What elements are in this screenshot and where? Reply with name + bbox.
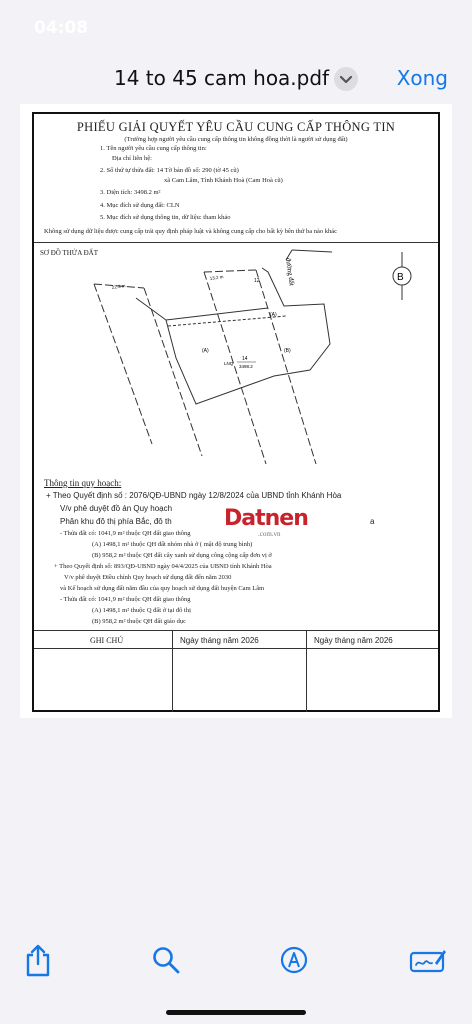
planning-b-1: (B) 958,2 m² thuộc QH đất cây xanh sử dụng công cộng cấp đơn vị ở <box>92 552 272 559</box>
info-area: 3. Diện tích: 3498.2 m² <box>100 189 161 196</box>
info-disclaimer: Không sử dụng dữ liệu được cung cấp trái quy định pháp luật và không cung cấp cho bất kỳ bên thứ ba nào khác <box>44 228 337 235</box>
planning-approval-1: V/v phê duyệt đồ án Quy hoạch <box>60 504 173 513</box>
footer-top-line <box>34 630 438 631</box>
map-north-label: B <box>397 272 404 283</box>
map-road-label: đường đất <box>284 257 296 287</box>
info-land-use: 4. Mục đích sử dụng đất: CLN <box>100 202 180 209</box>
document-subheading: (Trường hợp người yêu cầu cung cấp thông tin không đồng thời là người sử dụng đất) <box>124 136 348 143</box>
document-title[interactable]: 14 to 45 cam hoa.pdf <box>114 66 330 90</box>
map-parcel-number: 14 <box>242 356 248 362</box>
share-icon <box>23 943 53 977</box>
planning-b-2: (B) 958,2 m² thuộc QH đất giáo dục <box>92 618 187 625</box>
parcel-map <box>34 244 438 474</box>
nav-bar <box>0 52 472 104</box>
pdf-page[interactable] <box>20 104 452 718</box>
planning-zone-1: Phân khu đô thị phía Bắc, đô th <box>60 517 172 526</box>
signature-button[interactable] <box>408 940 448 980</box>
share-button[interactable] <box>18 940 58 980</box>
footer-date-2: Ngày tháng năm 2026 <box>314 636 393 645</box>
footer-note-label: GHI CHÚ <box>90 636 124 645</box>
watermark-logo: Datnen <box>224 506 308 531</box>
planning-plan-2: và Kế hoạch sử dụng đất năm đầu của quy hoạch sử dụng đất huyện Cam Lâm <box>60 585 265 592</box>
footer-col-divider-2 <box>306 630 307 712</box>
planning-approval-2: V/v phê duyệt Điều chỉnh Quy hoạch sử dụng đất đến năm 2030 <box>64 574 232 581</box>
document-heading: PHIẾU GIẢI QUYẾT YÊU CẦU CUNG CẤP THÔNG TIN <box>76 120 396 134</box>
divider <box>34 242 438 243</box>
markup-button[interactable] <box>274 940 314 980</box>
info-parcel: 2. Số thứ tự thửa đất: 14 Tờ bản đồ số: 290 (tờ 45 cũ) <box>100 167 239 174</box>
search-button[interactable] <box>146 940 186 980</box>
planning-decision-2: + Theo Quyết định số: 893/QĐ-UBND ngày 04/4/2025 của UBND tỉnh Khánh Hòa <box>54 563 272 570</box>
map-dim-2: 13.2 m <box>209 274 224 281</box>
chevron-down-icon <box>334 67 358 91</box>
info-requester: 1. Tên người yêu cầu cung cấp thông tin: <box>100 145 207 152</box>
map-parcel-area: 3498.2 <box>239 364 253 369</box>
done-button[interactable]: Xong <box>396 66 448 90</box>
document-form <box>32 112 440 712</box>
map-dim-3: 22.3 m <box>111 283 126 290</box>
watermark-domain: .com.vn <box>258 530 281 538</box>
map-section-label: SƠ ĐỒ THỬA ĐẤT <box>40 249 98 257</box>
info-address: Địa chỉ liên hệ: <box>112 155 152 162</box>
markup-pen-icon <box>279 945 309 975</box>
map-zone-a: (A) <box>202 348 209 354</box>
title-menu-button[interactable] <box>334 67 358 91</box>
planning-title: Thông tin quy hoạch: <box>44 478 122 488</box>
map-dim-road: 12 <box>254 278 260 284</box>
info-commune: xã Cam Lâm, Tỉnh Khánh Hoà (Cam Hoà cũ) <box>164 177 283 184</box>
map-zone-a-small: (A) <box>270 312 277 318</box>
planning-road-1: - Thửa đất có: 1041,9 m² thuộc QH đất giao thông <box>60 530 191 537</box>
footer-col-divider-1 <box>172 630 173 712</box>
footer-header-line <box>34 648 438 649</box>
signature-icon <box>409 945 447 975</box>
info-purpose: 5. Mục đích sử dụng thông tin, dữ liệu: tham khảo <box>100 214 231 221</box>
home-indicator <box>166 1010 306 1015</box>
planning-zone-1-end: a <box>370 517 375 526</box>
footer-date-1: Ngày tháng năm 2026 <box>180 636 259 645</box>
map-zone-b: (B) <box>284 348 291 354</box>
map-parcel-use: LNQ <box>224 361 234 366</box>
planning-decision-1: + Theo Quyết định số : 2076/QĐ-UBND ngày 12/8/2024 của UBND tỉnh Khánh Hòa <box>46 491 342 500</box>
search-icon <box>151 945 181 975</box>
bottom-toolbar <box>0 930 472 1024</box>
planning-a-1: (A) 1498,1 m² thuộc QH đất nhóm nhà ở ( mật độ trung bình) <box>92 541 253 548</box>
status-bar <box>0 0 472 52</box>
planning-road-2: - Thửa đất có: 1041,9 m² thuộc QH đất giao thông <box>60 596 191 603</box>
status-time: 04:08 <box>34 18 89 38</box>
planning-a-2: (A) 1498,1 m² thuộc Q đất ở tại đô thị <box>92 607 191 614</box>
